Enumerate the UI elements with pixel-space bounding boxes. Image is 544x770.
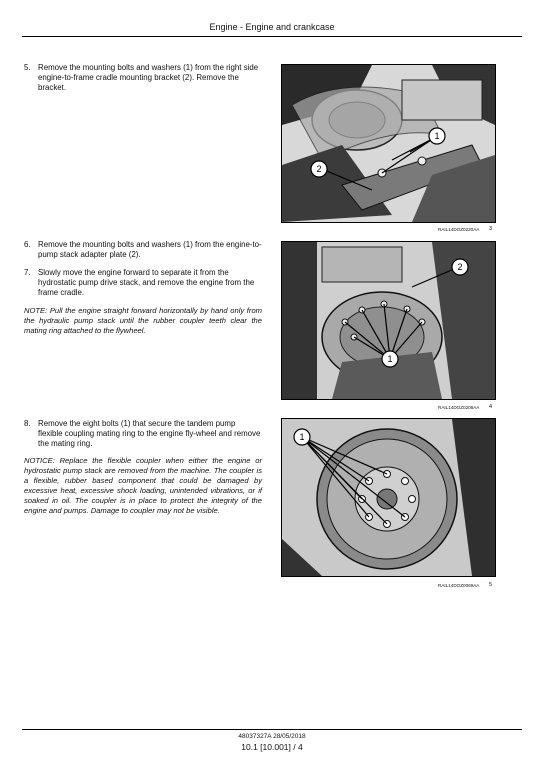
figure-3-caption: RAIL14DOZ0220AA [438,227,480,232]
page-header-title: Engine - Engine and crankcase [209,22,335,32]
figure-5-photo [281,418,496,577]
footer-page-number: 10.1 [10.001] / 4 [241,742,303,752]
step-text: Remove the mounting bolts and washers (1) from the right side engine-to-frame cradle mounting bracket (2). Remove the bracket. [38,63,259,93]
step-number: 6. [24,240,31,249]
figure-4-caption: RAIL14DOZ0208AA [438,405,480,410]
step-text: Remove the eight bolts (1) that secure the tandem pump flexible coupling mating ring to the engine fly-wheel and remove the mating ring. [38,419,261,449]
figure-4-photo [281,241,496,400]
step-text: Remove the mounting bolts and washers (1) from the engine-to-pump stack adapter plate (2). [38,240,262,260]
note-pull-engine: NOTE: Pull the engine straight forward horizontally by hand only from the hydraulic pump stack until the rubber coupler teeth clear the mating ring attached to the flywheel. [24,306,262,335]
step-5 [24,63,262,94]
step-8 [24,419,262,450]
notice-flexible-coupler: NOTICE: Replace the flexible coupler when either the engine or hydrostatic pump stack are removed from the machine. The coupler is a flexible, rubber based component that could be damaged by excessive heat, excessive shock loading, unintended vibrations, or if soaked in oil. The coupler is in place to protect the integrity of the engine and pumps. Damage to coupler may not be visible. [24,456,262,515]
figure-3-callout-2: 2 [316,164,322,174]
footer-divider [22,729,522,730]
header-divider [22,36,522,37]
figure-4-callout-1: 1 [387,354,393,364]
figure-4-callout-2: 2 [457,262,463,272]
figure-5-caption: RAIL14DOZ0069AA [438,583,480,588]
figure-3-photo [281,64,496,223]
step-6 [24,240,262,260]
step-number: 8. [24,419,31,428]
figure-4-number: 4 [489,404,493,410]
step-text: Slowly move the engine forward to separate it from the hydrostatic pump drive stack, and remove the engine from the frame cradle. [38,268,255,298]
figure-3-number: 3 [489,226,493,232]
step-7 [24,268,262,299]
step-number: 7. [24,268,31,277]
footer-document-id: 48037327A 28/05/2018 [238,733,306,740]
step-number: 5. [24,63,31,72]
figure-5-number: 5 [489,582,493,588]
figure-3-callout-1: 1 [434,131,440,141]
figure-5-callout-1: 1 [299,432,305,442]
